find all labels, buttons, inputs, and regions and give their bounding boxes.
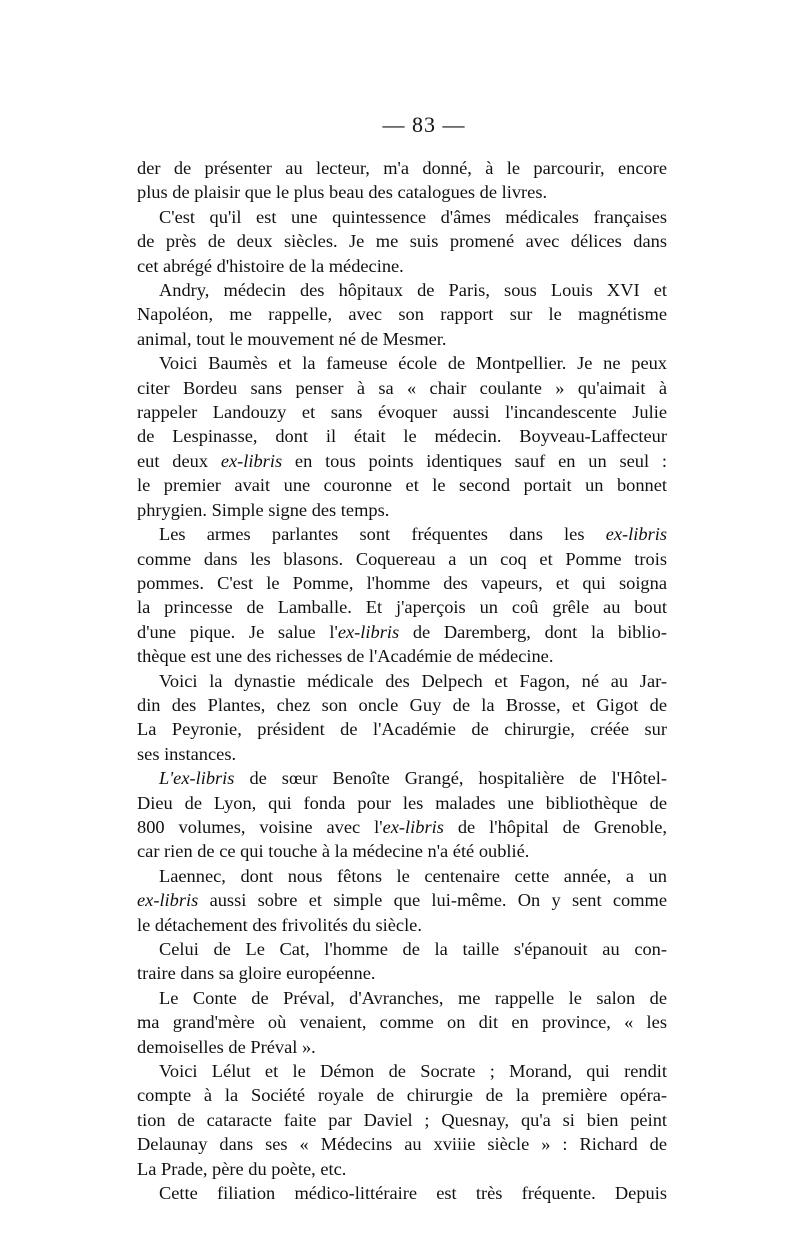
text-body	[137, 156, 667, 1205]
text-line: Voici Lélut et le Démon de Socrate ; Morand, qui rendit	[159, 1061, 667, 1082]
paragraph	[137, 522, 667, 668]
text-line: ses instances.	[137, 743, 237, 764]
text-line: car rien de ce qui touche à la médecine n'a été oublié.	[137, 841, 530, 862]
text-line: de près de deux siècles. Je me suis promené avec délices dans	[137, 231, 667, 252]
paragraph	[137, 351, 667, 522]
paragraph	[137, 937, 667, 986]
paragraph	[137, 205, 667, 278]
text-line: compte à la Société royale de chirurgie de la première opéra-	[137, 1085, 667, 1106]
paragraph	[137, 156, 667, 205]
text-line: Celui de Le Cat, l'homme de la taille s'épanouit au con-	[159, 939, 667, 959]
text-line: eut deux ex-libris en tous points identiques sauf en un seul :	[137, 450, 667, 471]
text-line: de Lespinasse, dont il était le médecin. Boyveau-Laffecteur	[137, 426, 667, 447]
text-line: La Peyronie, président de l'Académie de chirurgie, créée sur	[137, 719, 667, 740]
text-line: ex-libris aussi sobre et simple que lui-même. On y sent comme	[137, 890, 667, 911]
book-page	[137, 112, 667, 1205]
page-number: — 83 —	[382, 112, 466, 137]
text-line: thèque est une des richesses de l'Académie de médecine.	[137, 646, 554, 667]
paragraph	[137, 986, 667, 1059]
text-line: phrygien. Simple signe des temps.	[137, 499, 390, 520]
text-line: Dieu de Lyon, qui fonda pour les malades une bibliothèque de	[137, 792, 667, 813]
text-line: La Prade, père du poète, etc.	[137, 1158, 347, 1179]
text-line: cet abrégé d'histoire de la médecine.	[137, 255, 404, 276]
text-line: Napoléon, me rappelle, avec son rapport sur le magnétisme	[137, 304, 667, 325]
text-line: 800 volumes, voisine avec l'ex-libris de l'hôpital de Grenoble,	[137, 816, 667, 837]
text-line: L'ex-libris de sœur Benoîte Grangé, hospitalière de l'Hôtel-	[159, 768, 667, 789]
paragraph	[137, 1059, 667, 1181]
text-line: Voici la dynastie médicale des Delpech et Fagon, né au Jar-	[159, 670, 667, 691]
text-line: traire dans sa gloire européenne.	[137, 963, 376, 984]
paragraph	[137, 766, 667, 864]
paragraph	[137, 278, 667, 351]
text-line: Les armes parlantes sont fréquentes dans les ex-libris	[159, 524, 667, 545]
text-line: pommes. C'est le Pomme, l'homme des vapeurs, et qui soigna	[137, 572, 667, 593]
text-line: der de présenter au lecteur, m'a donné, à le parcourir, encore	[137, 158, 667, 178]
text-line: C'est qu'il est une quintessence d'âmes médicales françaises	[159, 206, 667, 227]
text-line: comme dans les blasons. Coquereau a un coq et Pomme trois	[137, 548, 667, 569]
text-line: d'une pique. Je salue l'ex-libris de Daremberg, dont la biblio-	[137, 621, 667, 642]
text-line: plus de plaisir que le plus beau des catalogues de livres.	[137, 182, 548, 203]
text-line: Voici Baumès et la fameuse école de Montpellier. Je ne peux	[159, 353, 667, 374]
text-line: tion de cataracte faite par Daviel ; Quesnay, qu'a si bien peint	[137, 1109, 667, 1130]
text-line: ma grand'mère où venaient, comme on dit en province, « les	[137, 1012, 667, 1033]
text-line: demoiselles de Préval ».	[137, 1036, 316, 1057]
paragraph	[137, 1181, 667, 1205]
text-line: din des Plantes, chez son oncle Guy de la Brosse, et Gigot de	[137, 694, 667, 715]
paragraph	[137, 864, 667, 937]
text-line: Laennec, dont nous fêtons le centenaire cette année, a un	[159, 865, 667, 886]
text-line: Delaunay dans ses « Médecins au xviiie siècle » : Richard de	[137, 1134, 667, 1155]
text-line: Cette filiation médico-littéraire est très fréquente. Depuis	[159, 1183, 667, 1204]
text-line: rappeler Landouzy et sans évoquer aussi l'incandescente Julie	[137, 402, 667, 423]
text-line: la princesse de Lamballe. Et j'aperçois un coû grêle au bout	[137, 597, 667, 618]
text-line: Andry, médecin des hôpitaux de Paris, sous Louis XVI et	[159, 280, 667, 301]
paragraph	[137, 669, 667, 767]
text-line: animal, tout le mouvement né de Mesmer.	[137, 328, 447, 349]
text-line: Le Conte de Préval, d'Avranches, me rappelle le salon de	[159, 987, 667, 1008]
text-line: citer Bordeu sans penser à sa « chair coulante » qu'aimait à	[137, 377, 667, 398]
text-line: le détachement des frivolités du siècle.	[137, 914, 422, 935]
text-line: le premier avait une couronne et le second portait un bonnet	[137, 475, 667, 496]
